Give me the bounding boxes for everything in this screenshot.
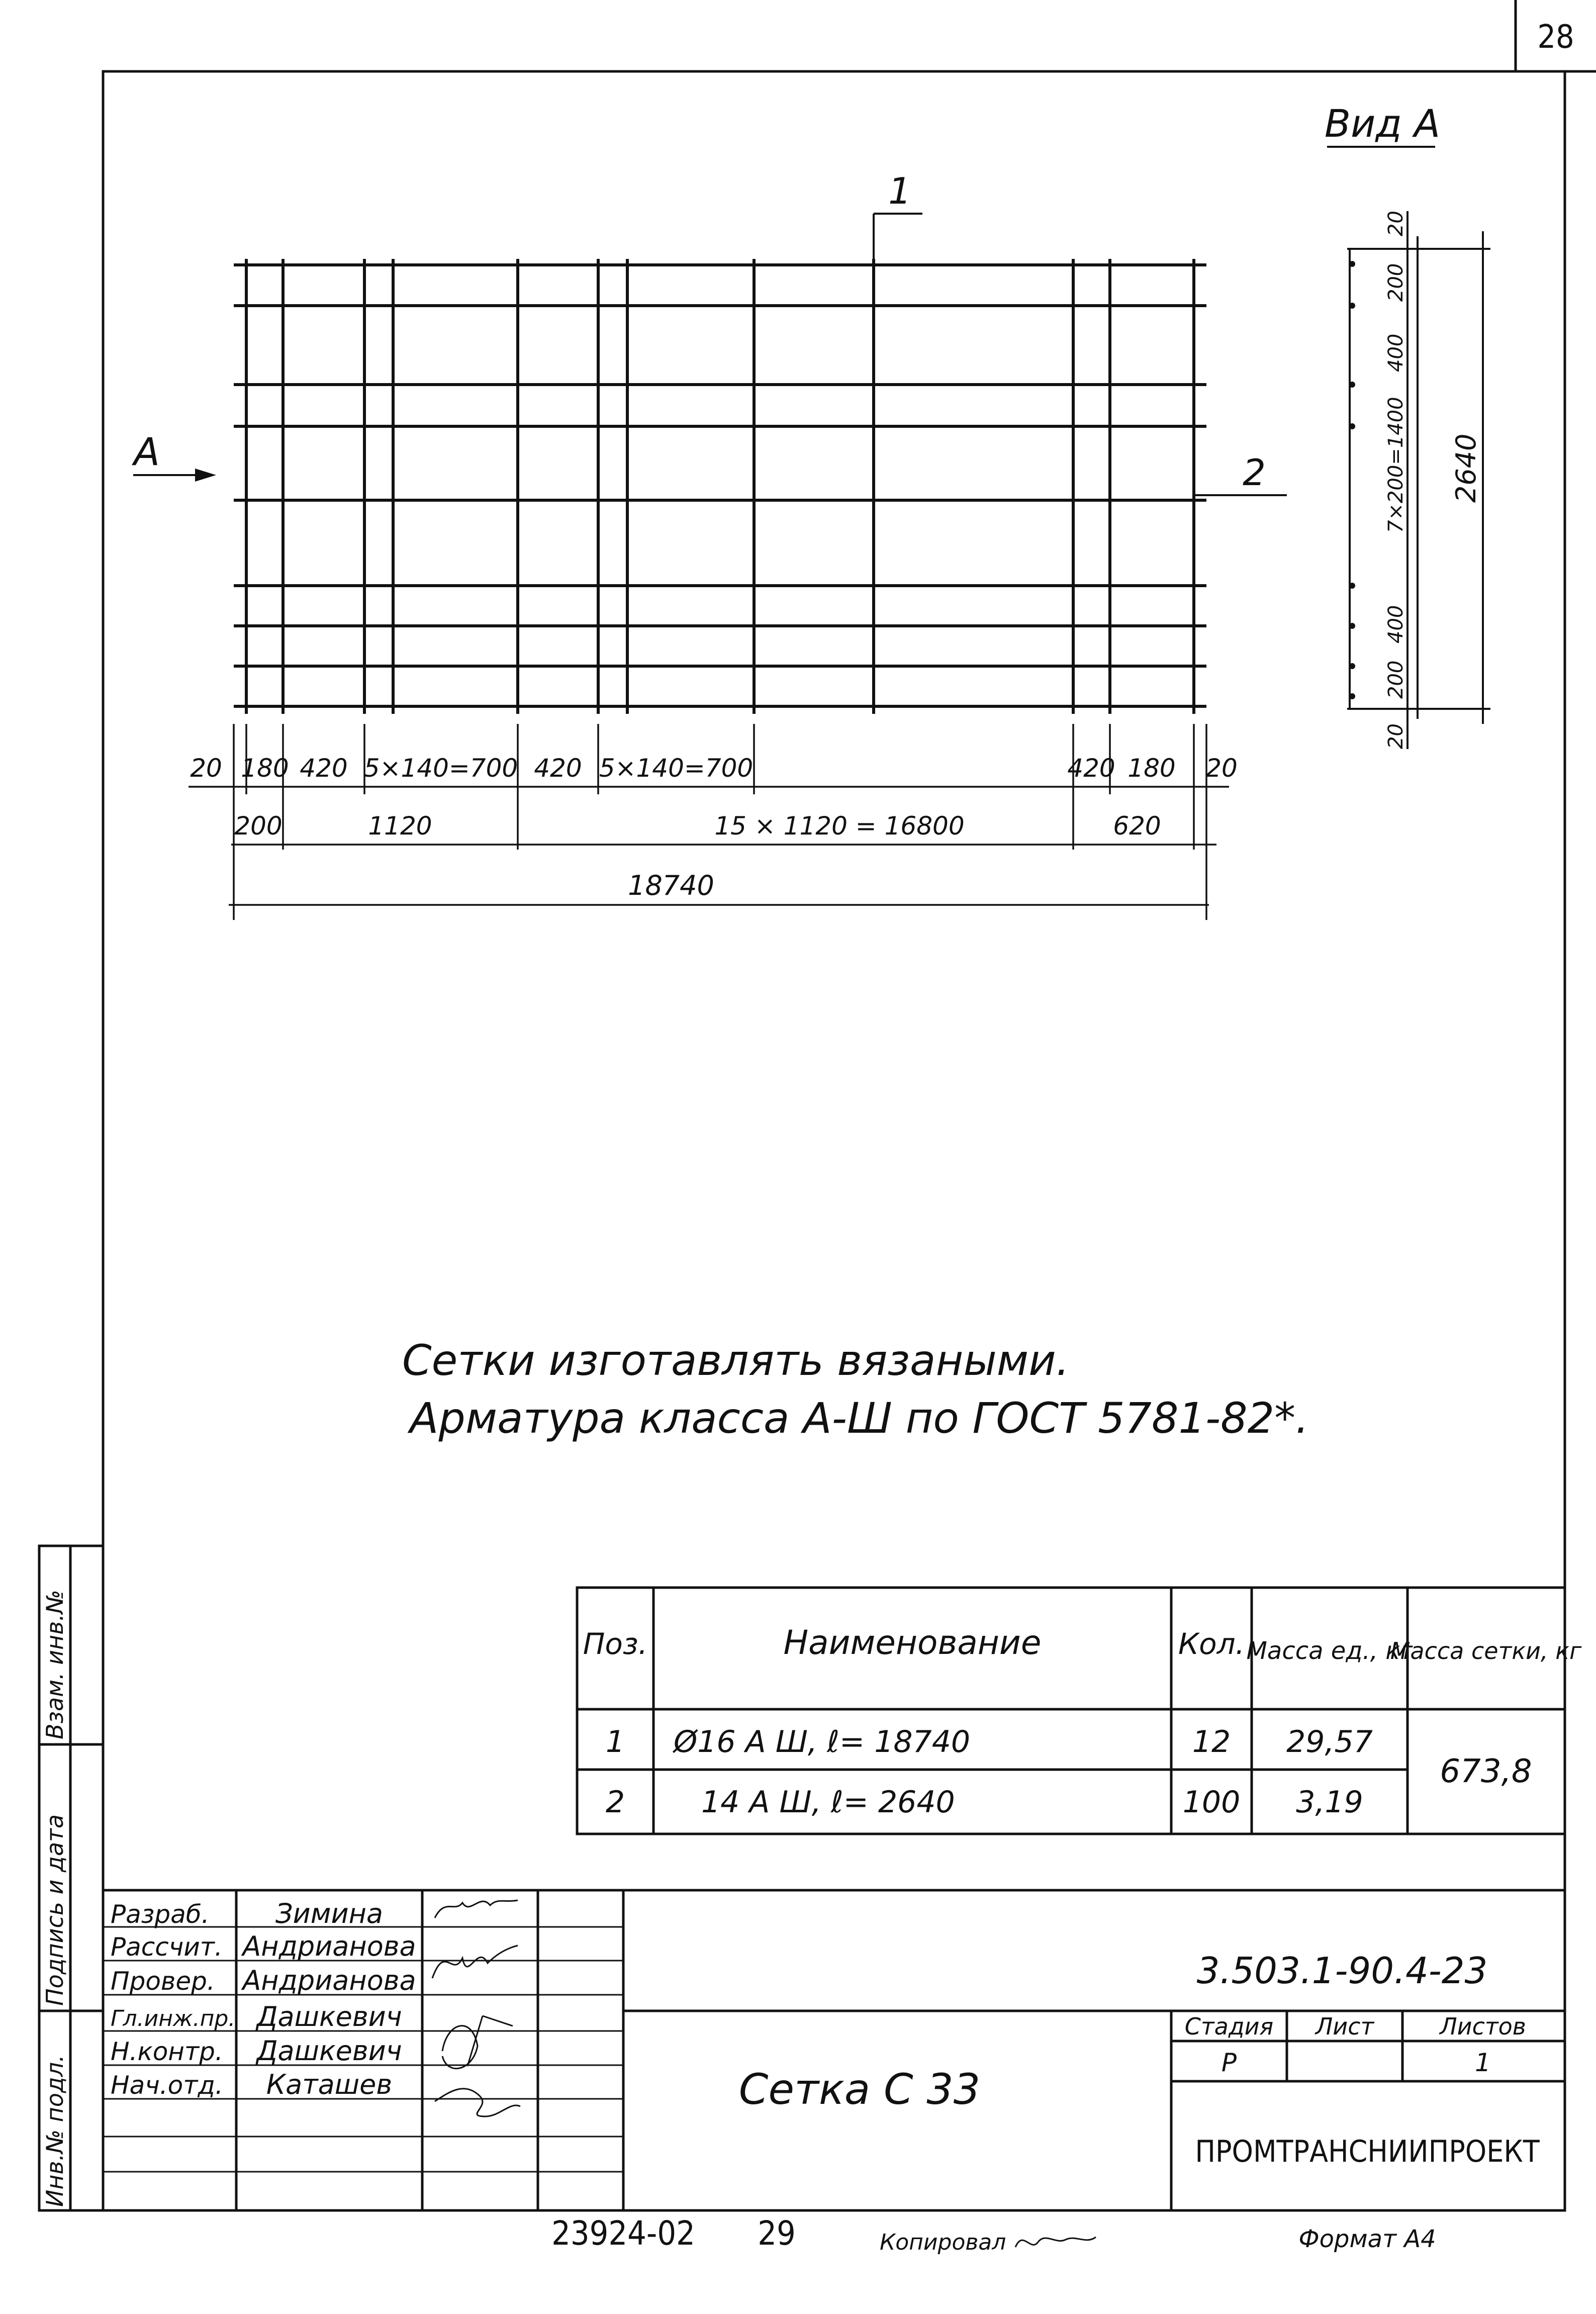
spec-row-1-pos: 1: [605, 1724, 625, 1760]
section-cut-1: [874, 214, 922, 259]
side-dim-6: 20: [1384, 723, 1407, 749]
tb-role-0: Разраб.: [111, 1900, 210, 1929]
spec-mass-total: 673,8: [1440, 1753, 1532, 1790]
signature-1: [435, 1900, 518, 1918]
tb-role-1: Рассчит.: [111, 1932, 223, 1962]
tb-name-4: Дашкевич: [256, 2035, 402, 2067]
tb-name-1: Андрианова: [242, 1930, 416, 1962]
spec-row-2-pos: 2: [605, 1785, 625, 1820]
view-a-title: Вид А: [1324, 101, 1441, 146]
side-dim-2: 400: [1384, 333, 1407, 372]
title-block-roles: [111, 1900, 235, 2100]
page-number: 28: [1537, 19, 1574, 56]
signature-2: [432, 1946, 518, 1978]
spec-row-2-mass: 3,19: [1296, 1785, 1363, 1820]
tb-role-4: Н.контр.: [111, 2037, 223, 2066]
side-dim-3: 7×200=1400: [1384, 397, 1407, 533]
spec-row-2-qty: 100: [1182, 1785, 1241, 1820]
signature-3: [442, 2016, 513, 2069]
mesh-plan: [234, 259, 1206, 714]
note-line-1: Сетки изготавлять вязаными.: [402, 1336, 1070, 1385]
sheet-frame: [103, 0, 1596, 2210]
tb-role-3: Гл.инж.пр.: [111, 2006, 236, 2031]
dim-mid-3: 620: [1113, 811, 1161, 841]
title-block-names: [241, 1898, 416, 2100]
dimension-top-row: [190, 754, 1238, 783]
tb-name-0: Зимина: [275, 1898, 383, 1929]
dim-top-1: 180: [241, 754, 289, 783]
sheets-label: Листов: [1440, 2013, 1526, 2040]
side-stamp-podpis: Подпись и дата: [41, 1814, 68, 2006]
side-view-dims: [1384, 211, 1407, 749]
spec-table-header: [583, 1623, 1582, 1665]
signatures: [432, 1900, 520, 2116]
dim-mid-0: 200: [234, 811, 283, 841]
tb-name-2: Андрианова: [242, 1965, 416, 1996]
spec-header-name: Наименование: [783, 1623, 1042, 1662]
sheets-value: 1: [1475, 2048, 1491, 2077]
organization-name: ПРОМТРАНСНИИПРОЕКТ: [1195, 2134, 1540, 2169]
drawing-title: Сетка С 33: [738, 2065, 981, 2114]
dim-top-5: 5×140=700: [599, 754, 754, 783]
spec-header-mass-unit: Масса ед., кг: [1246, 1637, 1413, 1665]
dim-top-7: 180: [1128, 754, 1176, 783]
dim-mid-1: 1120: [368, 811, 432, 841]
doc-code: 3.503.1-90.4-23: [1196, 1950, 1488, 1992]
tb-role-5: Нач.отд.: [111, 2071, 223, 2100]
side-dim-1: 200: [1384, 263, 1407, 302]
spec-row-1-name: Ø16 А Ш, ℓ= 18740: [674, 1724, 971, 1760]
view-arrow-label: А: [134, 429, 160, 474]
signature-4: [435, 2089, 520, 2116]
section-mark-1: 1: [888, 170, 911, 212]
footer-number: 23924-02: [551, 2214, 695, 2253]
spec-row-1-qty: 12: [1192, 1724, 1231, 1760]
section-mark-2: 2: [1243, 451, 1266, 494]
side-stamp-inv: Инв.№ подл.: [41, 2055, 68, 2207]
side-dim-total: 2640: [1450, 433, 1482, 503]
spec-row-2: [606, 1785, 1363, 1820]
dim-top-0: 20: [190, 754, 222, 783]
dim-top-6: 420: [1067, 754, 1115, 783]
dim-top-4: 420: [534, 754, 582, 783]
note-line-2: Арматура класса А-Ш по ГОСТ 5781-82*.: [410, 1394, 1309, 1443]
side-dim-4: 400: [1384, 605, 1407, 643]
stage-label: Стадия: [1184, 2013, 1274, 2040]
side-dim-5: 200: [1384, 660, 1407, 699]
spec-row-1: [606, 1724, 1373, 1760]
view-arrow-head: [195, 469, 216, 482]
footer-format: Формат А4: [1298, 2225, 1436, 2253]
dim-top-8: 20: [1205, 754, 1238, 783]
tb-name-5: Каташев: [266, 2069, 393, 2100]
footer-page: 29: [758, 2214, 796, 2253]
stage-value: Р: [1221, 2048, 1237, 2077]
spec-row-1-mass: 29,57: [1286, 1724, 1373, 1760]
tb-role-2: Провер.: [111, 1967, 215, 1996]
spec-header-pos: Поз.: [583, 1627, 648, 1661]
spec-row-2-name: 14 А Ш, ℓ= 2640: [701, 1785, 955, 1820]
footer-copied: Копировал: [880, 2230, 1006, 2255]
sheet-label: Лист: [1315, 2013, 1374, 2040]
dim-top-2: 420: [300, 754, 348, 783]
dim-total: 18740: [628, 870, 714, 901]
side-stamp-vzam: Взам. инв.№: [41, 1590, 68, 1739]
spec-header-qty: Кол.: [1178, 1627, 1245, 1661]
spec-header-mass-total: Масса сетки, кг: [1390, 1637, 1582, 1664]
side-dim-0: 20: [1384, 211, 1407, 236]
dim-mid-2: 15 × 1120 = 16800: [714, 811, 965, 841]
dimension-mid-row: [234, 811, 1161, 841]
tb-name-3: Дашкевич: [256, 2001, 402, 2032]
dim-top-3: 5×140=700: [363, 754, 518, 783]
copier-signature: [1015, 2237, 1096, 2247]
